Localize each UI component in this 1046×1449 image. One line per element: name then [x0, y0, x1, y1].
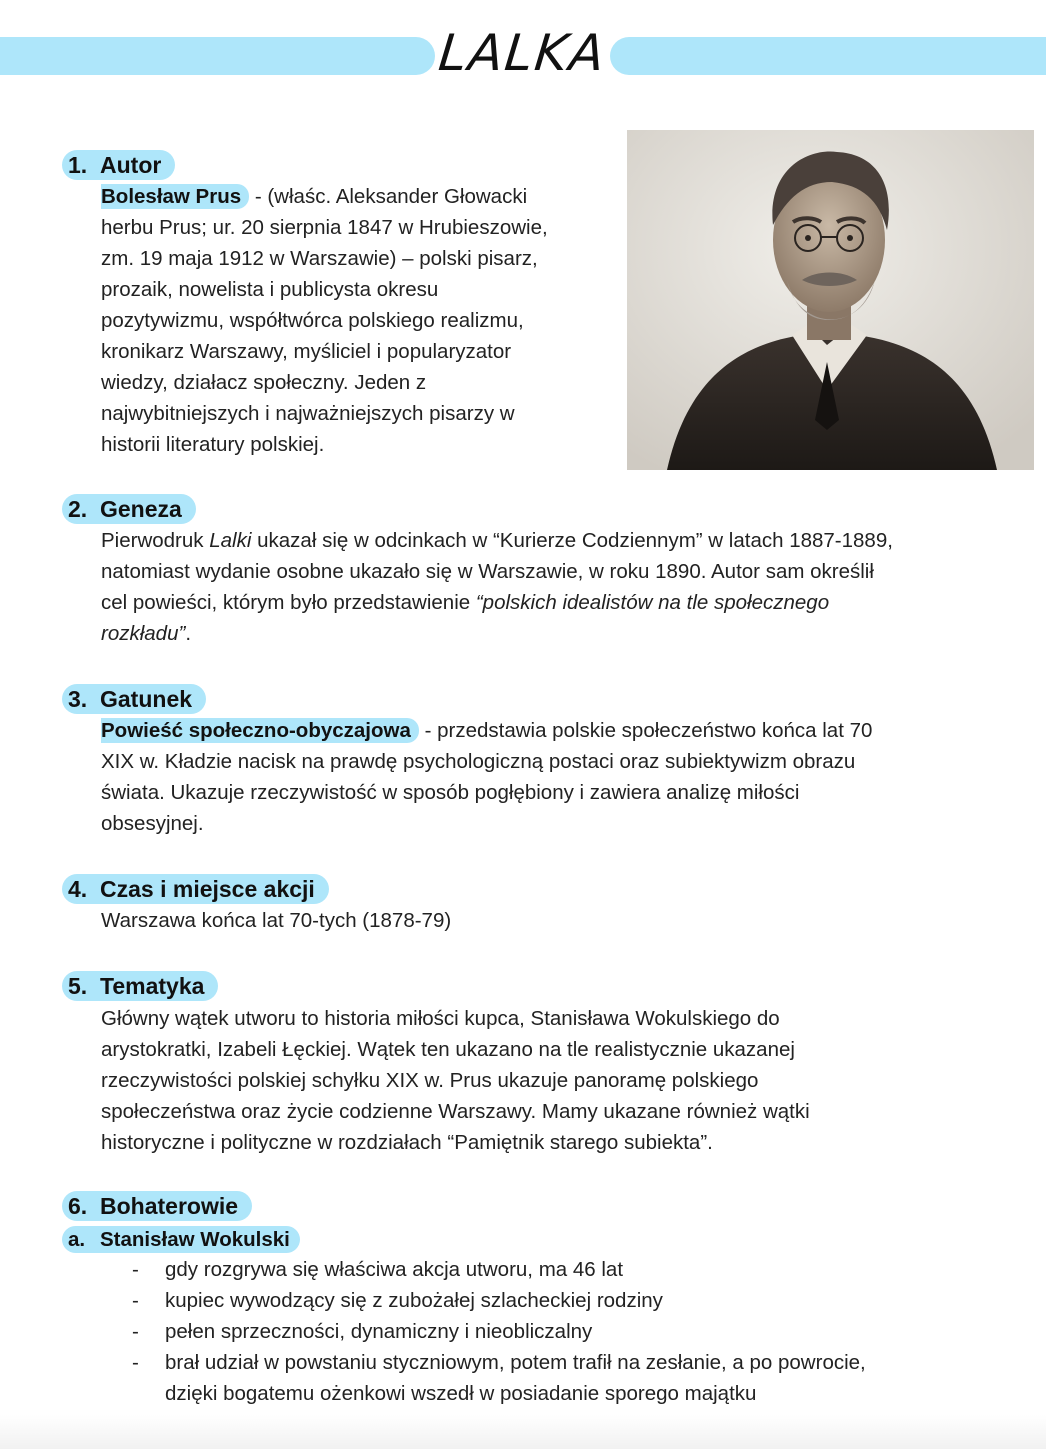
autor-line: herbu Prus; ur. 20 sierpnia 1847 w Hrubieszowie,: [101, 216, 548, 239]
autor-line: wiedzy, działacz społeczny. Jeden z: [101, 371, 427, 394]
autor-line: historii literatury polskiej.: [101, 433, 325, 456]
gatunek-text: - przedstawia polskie społeczeństwo końca lat 70: [418, 719, 873, 742]
czas-body: [101, 905, 1021, 936]
title-banner-right: [610, 37, 1046, 75]
autor-line: prozaik, nowelista i publicysta okresu: [101, 278, 439, 301]
gatunek-line: obsesyjnej.: [101, 812, 204, 835]
autor-line-text: - (właśc. Aleksander Głowacki: [249, 185, 528, 208]
autor-line: [101, 181, 621, 212]
geneza-italic: Lalki: [209, 529, 252, 552]
page-title: LALKA: [435, 24, 610, 82]
geneza-body: [101, 525, 1021, 649]
list-item: - kupiec wywodzący się z zubożałej szlacheckiej rodziny: [132, 1285, 992, 1316]
list-item: - gdy rozgrywa się właściwa akcja utworu, ma 46 lat: [132, 1254, 992, 1285]
geneza-quote: “polskich idealistów na tle społecznego: [475, 591, 830, 614]
autor-line: zm. 19 maja 1912 w Warszawie) – polski pisarz,: [101, 247, 538, 270]
czas-line: Warszawa końca lat 70-tych (1878-79): [101, 909, 452, 932]
section-heading-gatunek: [62, 684, 206, 714]
geneza-line: [101, 587, 1021, 618]
tematyka-line: historyczne i polityczne w rozdziałach “Pamiętnik starego subiekta”.: [101, 1131, 713, 1154]
section-heading-autor: [62, 150, 175, 180]
section-title: Geneza: [100, 496, 182, 522]
list-item: [132, 1347, 992, 1409]
section-heading-geneza: [62, 494, 196, 524]
section-title: Czas i miejsce akcji: [100, 876, 315, 902]
section-title: Gatunek: [100, 686, 193, 712]
genre-highlight: Powieść społeczno-obyczajowa: [101, 718, 419, 743]
autor-line: najwybitniejszych i najważniejszych pisarzy w: [101, 402, 515, 425]
page-bottom-edge: [0, 1415, 1046, 1449]
section-number: 5.: [68, 973, 88, 999]
geneza-text: ukazał się w odcinkach w “Kurierze Codziennym” w latach 1887-1889,: [251, 529, 893, 552]
geneza-text: Pierwodruk: [101, 529, 210, 552]
author-portrait-photo: [627, 130, 1034, 470]
geneza-line: [101, 525, 1021, 556]
geneza-quote: rozkładu”: [101, 622, 186, 645]
subsection-letter: a.: [68, 1228, 86, 1251]
section-number: 1.: [68, 152, 88, 178]
geneza-line: natomiast wydanie osobne ukazało się w Warszawie, w roku 1890. Autor sam określił: [101, 560, 874, 583]
list-item-text: dzięki bogatemu ożenkowi wszedł w posiadanie sporego majątku: [165, 1382, 757, 1405]
tematyka-line: arystokratki, Izabeli Łęckiej. Wątek ten ukazano na tle realistycznie ukazanej: [101, 1038, 795, 1061]
autor-body: [101, 181, 621, 460]
section-heading-czas-i-miejsce: [62, 874, 329, 904]
gatunek-line: świata. Ukazuje rzeczywistość w sposób pogłębiony i zawiera analizę miłości: [101, 781, 800, 804]
geneza-text: .: [185, 622, 192, 645]
tematyka-body: [101, 1003, 1021, 1158]
autor-line: kronikarz Warszawy, myśliciel i popularyzator: [101, 340, 512, 363]
section-number: 6.: [68, 1193, 88, 1219]
tematyka-line: rzeczywistości polskiej schyłku XIX w. Prus ukazuje panoramę polskiego: [101, 1069, 759, 1092]
title-banner-left: [0, 37, 435, 75]
tematyka-line: Główny wątek utworu to historia miłości kupca, Stanisława Wokulskiego do: [101, 1007, 780, 1030]
section-heading-tematyka: [62, 971, 218, 1001]
geneza-text: cel powieści, którym było przedstawienie: [101, 591, 476, 614]
wokulski-traits-list: [132, 1254, 992, 1409]
subheading-wokulski: [62, 1226, 300, 1253]
section-title: Autor: [100, 152, 162, 178]
gatunek-line: [101, 715, 1021, 746]
section-number: 4.: [68, 876, 88, 902]
gatunek-line: XIX w. Kładzie nacisk na prawdę psychologiczną postaci oraz subiektywizm obrazu: [101, 750, 856, 773]
section-title: Bohaterowie: [100, 1193, 239, 1219]
section-title: Tematyka: [100, 973, 205, 999]
gatunek-body: [101, 715, 1021, 839]
list-item-text: brał udział w powstaniu styczniowym, potem trafił na zesłanie, a po powrocie,: [165, 1351, 866, 1374]
geneza-line: [101, 618, 1021, 649]
section-number: 3.: [68, 686, 88, 712]
subsection-title: Stanisław Wokulski: [100, 1228, 290, 1251]
tematyka-line: społeczeństwa oraz życie codzienne Warszawy. Mamy ukazane również wątki: [101, 1100, 810, 1123]
section-number: 2.: [68, 496, 88, 522]
autor-line: pozytywizmu, współtwórca polskiego realizmu,: [101, 309, 524, 332]
section-heading-bohaterowie: [62, 1191, 252, 1221]
author-name-highlight: Bolesław Prus: [101, 184, 249, 209]
list-item: - pełen sprzeczności, dynamiczny i nieobliczalny: [132, 1316, 992, 1347]
